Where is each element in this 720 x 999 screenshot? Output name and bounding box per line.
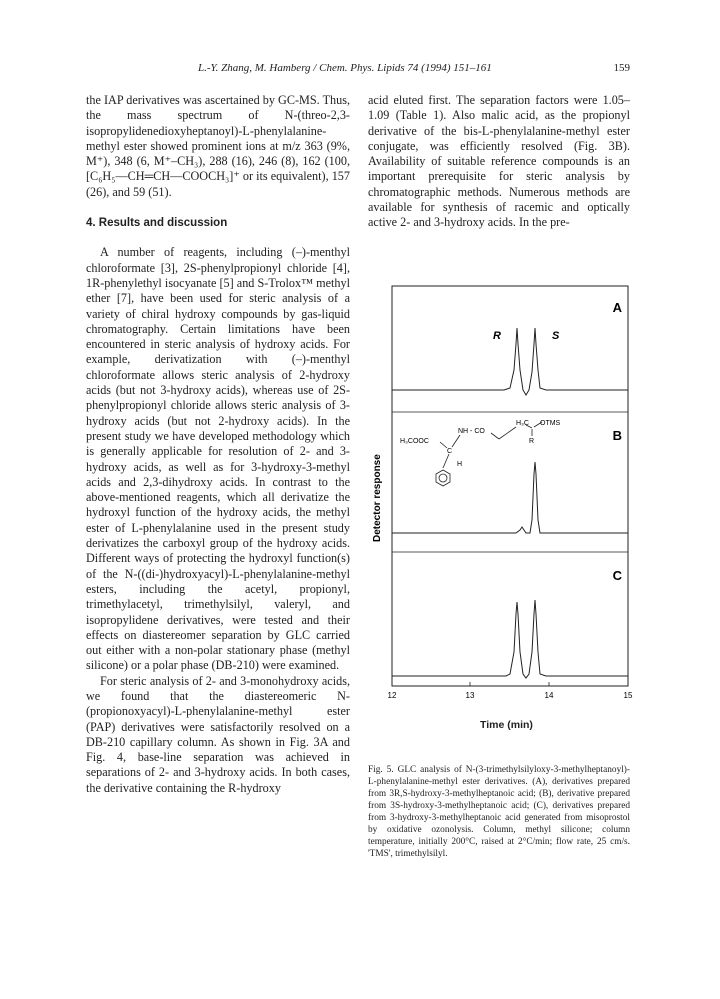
y-axis-label: Detector response bbox=[372, 454, 383, 542]
trace-c bbox=[392, 600, 628, 678]
structure-ester: H₃COOC bbox=[400, 438, 429, 445]
x-tick-label: 13 bbox=[465, 691, 475, 700]
trace-a bbox=[392, 328, 628, 395]
x-tick-label: 12 bbox=[387, 691, 397, 700]
panel-label-c: C bbox=[612, 568, 622, 583]
running-head: L.-Y. Zhang, M. Hamberg / Chem. Phys. Lipids 74 (1994) 151–161 bbox=[198, 62, 492, 74]
x-tick-label: 14 bbox=[544, 691, 554, 700]
plot-frame bbox=[392, 286, 628, 686]
x-axis-label: Time (min) bbox=[480, 719, 533, 731]
paragraph-monohydroxy: For steric analysis of 2- and 3-monohydroxy acids, we found that the diastereomeric N-(propionoxyacyl)-L-phenylalanine-methyl ester (PAP) derivatives were satisfactorily resolved on a DB-210 capillary column. As shown in Fig. 3A and Fig. 4, base-line separation was achieved in separations of 2- and 3-hydroxy acids. In both cases, the derivative containing the R-hydroxy bbox=[86, 673, 350, 795]
page-header bbox=[86, 62, 630, 78]
x-tick-label: 15 bbox=[623, 691, 633, 700]
paragraph-ms-results: the IAP derivatives was ascertained by GC-MS. Thus, the mass spectrum of N-(threo-2,3-isopropylidenedioxyheptanoyl)-L-phenylalanine-methyl ester showed prominent ions at m/z 363 (9%, M⁺), 348 (6, M⁺–CH₃), 288 (16), 246 (8), 162 (100, [C₆H₅—CH═CH—COOCH₃]⁺ or its equivalent), 157 (26), and 59 (51). bbox=[86, 93, 350, 199]
structure-methyl: H₃C bbox=[516, 420, 529, 427]
page-number: 159 bbox=[613, 62, 630, 74]
paragraph-elution: acid eluted first. The separation factors were 1.05–1.09 (Table 1). Also malic acid, as the propionyl derivative of the bis-L-phenylalanine-methyl ester conjugate, was efficiently resolved (Fig. 3B). Availability of suitable reference compounds is an important prerequisite for steric analysis by chromatographic methods. Numerous methods are available for synthesis of racemic and optically active 2- and 3-hydroxy acids. In the pre- bbox=[368, 93, 630, 230]
structure-c: C bbox=[447, 448, 453, 455]
structure-amide: NH - CO bbox=[458, 428, 485, 435]
x-axis-ticks bbox=[392, 682, 628, 686]
structure-otms: OTMS bbox=[540, 420, 561, 427]
structure-h: H bbox=[457, 461, 463, 468]
peak-label-r: R bbox=[493, 330, 501, 342]
peak-label-s: S bbox=[552, 330, 560, 342]
paragraph-reagents: A number of reagents, including (–)-menthyl chloroformate [3], 2S-phenylpropionyl chloride [4], 1R-phenylethyl isocyanate [5] and S-Trolox™ methyl ether [7], have been used for steric analysis of a variety of chiral hydroxy compounds by gas-liquid chromatography. Certain limitations have been encountered in steric analysis of hydroxy acids. For example, derivatization with (–)-menthyl chloroformate allows steric analysis of 2-hydroxy acids (but not 3-hydroxy acids), whereas use of 2S-phenylpropionyl chloride allows steric analysis of 3-hydroxy acids (but not 2-hydroxy acids). In the present study we have developed methodology which is generally applicable for resolution of 2- and 3-hydroxy acids, as well as for 3-hydroxy-3-methyl acids and 2,3-dihydroxy acids. In contrast to the above-mentioned reagents, which all derivatize the hydroxyl function of the hydroxy acids, the methyl ester of L-phenylalanine used in the present study derivatizes the carboxyl group of the hydroxy acids. Different ways of protecting the hydroxyl function(s) of the N-((di-)hydroxyacyl)-L-phenylalanine-methyl esters, including the acetyl, propionyl, trimethylacetyl, trimethylsilyl, valeryl, and isopropylidene derivatives, were tested and their effects on diastereomer separation by GLC carried out either with a non-polar stationary phase (methyl silicone) or a polar phase (DB-210) were examined. bbox=[86, 245, 350, 673]
chromatogram-figure bbox=[366, 284, 636, 704]
structure-r: R bbox=[529, 438, 535, 445]
figure-caption: Fig. 5. GLC analysis of N-(3-trimethylsilyloxy-3-methylheptanoyl)-L-phenylalanine-methyl ester derivatives. (A), derivatives prepared from 3R,S-hydroxy-3-methylheptanoic acid; (B), derivative prepared from 3S-hydroxy-3-methylheptanoic acid; (C), derivatives prepared from 3-hydroxy-3-methylheptanoic acid generated from misoprostol by oxidative ozonolysis. Column, methyl silicone; column temperature, initially 200°C, raised at 2°C/min; flow rate, 25 cm/s. 'TMS', trimethylsilyl. bbox=[368, 765, 630, 859]
panel-label-b: B bbox=[612, 428, 622, 443]
panel-label-a: A bbox=[612, 300, 622, 315]
right-column bbox=[368, 93, 630, 231]
trace-b bbox=[392, 462, 628, 533]
left-column bbox=[86, 93, 350, 796]
section-heading: 4. Results and discussion bbox=[86, 217, 228, 230]
